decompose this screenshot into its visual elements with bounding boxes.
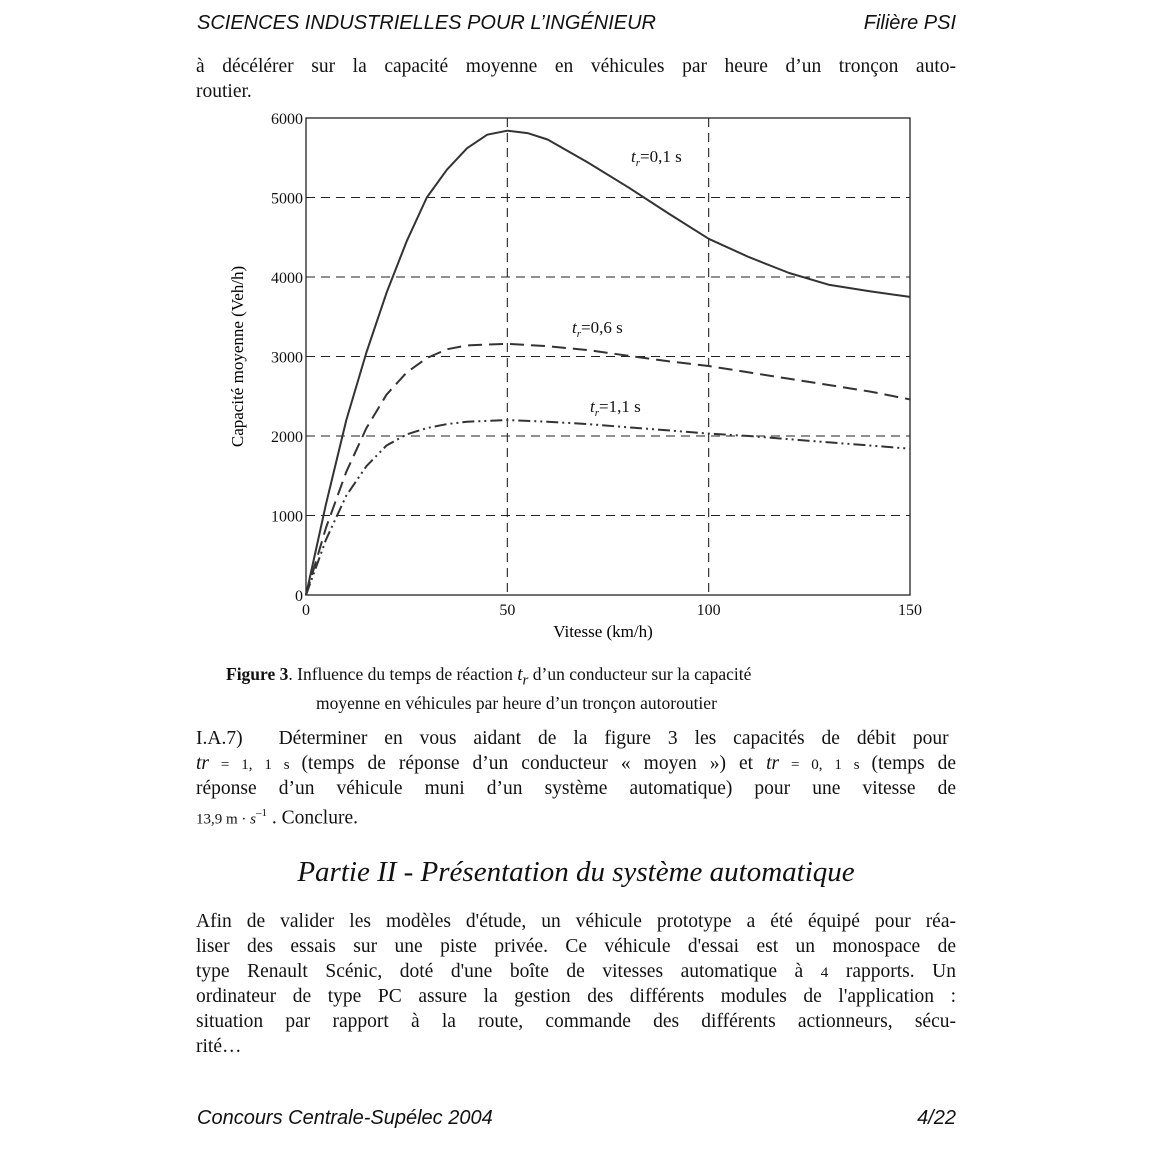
body-line-2: liser des essais sur une piste privée. Ce véhicule d'essai est un monospace de	[196, 936, 956, 957]
x-axis-label: Vitesse (km/h)	[553, 622, 653, 641]
caption-var-sub: r	[522, 672, 529, 689]
series-label-1: $t_r=0,1$ s	[631, 147, 682, 169]
caption-line-2: moyenne en véhicules par heure d’un tronçon autoroutier	[316, 692, 717, 713]
series-line-3	[306, 420, 910, 595]
question-number: I.A.7)	[196, 728, 243, 749]
y-tick-label-6000: 6000	[271, 111, 303, 128]
caption-text-after: d’un conducteur sur la capacité	[528, 664, 752, 684]
intro-line-1: à décélérer sur la capacité moyenne en véhicules par heure d’un tronçon auto-	[196, 56, 956, 77]
question-text-1: Déterminer en vous aidant de la figure 3 les capacités de débit pour	[278, 728, 949, 749]
body-line-4: ordinateur de type PC assure la gestion des différents modules de l'application :	[196, 986, 956, 1007]
body-paragraph	[196, 909, 956, 1059]
question-line-1	[196, 726, 956, 751]
body-line-1: Afin de valider les modèles d'étude, un véhicule prototype a été équipé pour réa-	[196, 911, 956, 932]
series-label-2: $t_r=0,6$ s	[572, 318, 623, 340]
body-line-3: type Renault Scénic, doté d'une boîte de vitesses automatique à 4 rapports. Un	[196, 961, 956, 982]
x-tick-label-0: 0	[302, 602, 310, 619]
y-tick-label-5000: 5000	[271, 190, 303, 208]
running-header-section: Filière PSI	[863, 12, 956, 34]
question-line-4: 13,9 $m \cdot s^{-1}$ . Conclure.	[196, 807, 358, 829]
caption-text-before: . Influence du temps de réaction	[288, 664, 518, 684]
question-line-2: tr = 1, 1 s (temps de réponse d’un conducteur « moyen ») et tr = 0, 1 s (temps de	[196, 753, 956, 774]
y-axis-label: Capacité moyenne (Veh/h)	[228, 265, 247, 448]
x-tick-label-50: 50	[499, 602, 516, 619]
series-line-1	[306, 131, 910, 595]
figure-caption	[226, 663, 751, 714]
series-line-2	[306, 344, 910, 595]
series-labels	[572, 147, 682, 419]
chart-grid	[306, 118, 910, 595]
series-label-3: $t_r=1,1$ s	[590, 397, 641, 419]
part-title: Partie II - Présentation du système automatique	[297, 856, 855, 888]
intro-line-2: routier.	[196, 81, 252, 102]
x-tick-label-150: 150	[898, 602, 922, 619]
body-line-6: rité…	[196, 1036, 242, 1057]
question-paragraph	[196, 726, 956, 829]
running-header-title: SCIENCES INDUSTRIELLES POUR L’INGÉNIEUR	[197, 12, 656, 34]
footer-contest: Concours Centrale-Supélec 2004	[197, 1107, 493, 1129]
caption-line-1	[226, 664, 752, 689]
y-tick-label-0: 0	[295, 588, 303, 605]
y-tick-label-1000: 1000	[271, 508, 303, 526]
chart-series	[306, 131, 910, 595]
y-tick-labels	[271, 111, 303, 605]
y-tick-label-4000: 4000	[271, 270, 303, 287]
question-line-3: réponse d’un véhicule muni d’un système automatique) pour une vitesse de	[196, 778, 956, 799]
y-tick-label-2000: 2000	[271, 429, 303, 446]
caption-var: t	[517, 664, 523, 685]
footer-page-number: 4/22	[917, 1107, 956, 1129]
body-line-5: situation par rapport à la route, commande des différents actionneurs, sécu-	[196, 1011, 956, 1032]
x-tick-labels	[302, 602, 922, 619]
x-tick-label-100: 100	[696, 602, 721, 619]
figure-label: Figure 3	[226, 664, 289, 684]
y-tick-label-3000: 3000	[271, 349, 303, 367]
